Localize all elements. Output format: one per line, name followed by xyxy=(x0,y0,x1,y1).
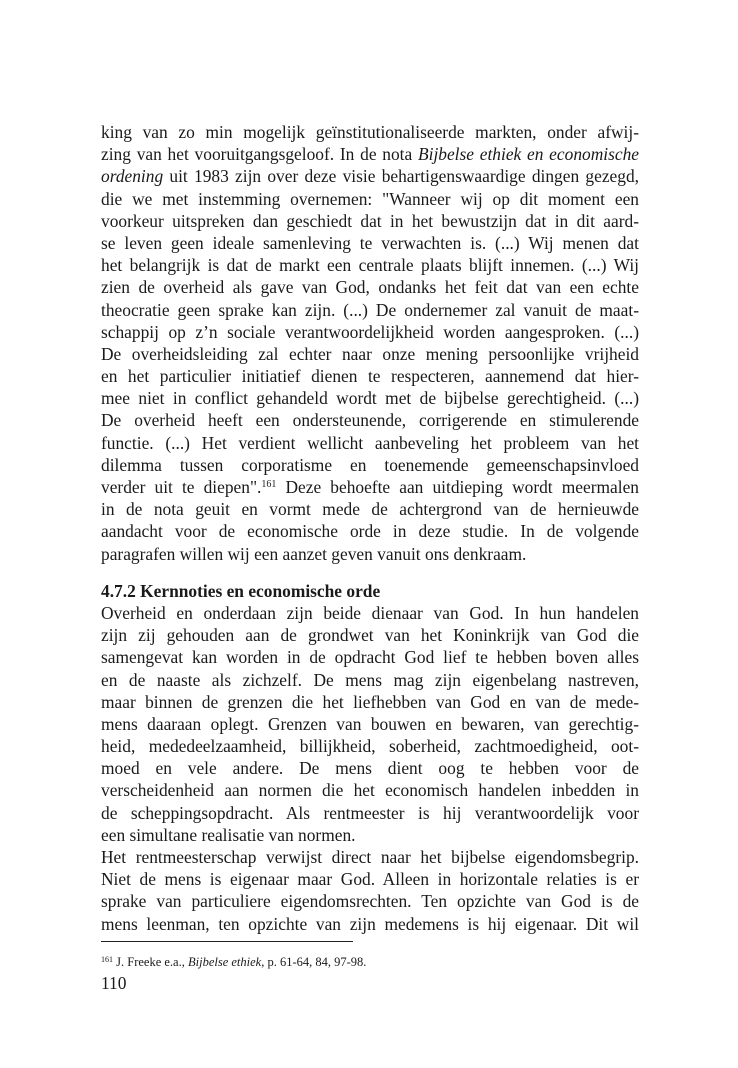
text-line: maar binnen de grenzen die het liefhebben van God en van de mede- xyxy=(101,691,639,712)
text-line: theocratie geen sprake kan zijn. (...) De ondernemer zal vanuit de maat- xyxy=(101,299,639,320)
text-line: die we met instemming overnemen: "Wanneer wij op dit moment een xyxy=(101,188,639,209)
text-line: Overheid en onderdaan zijn beide dienaar van God. In hun handelen xyxy=(101,602,639,623)
text-line: mee niet in conflict gehandeld wordt met de bijbelse gerechtigheid. (...) xyxy=(101,388,639,409)
text-line: dilemma tussen corporatisme en toenemende gemeenschapsinvloed xyxy=(101,454,639,475)
footnote-title: Bijbelse ethiek xyxy=(187,955,262,969)
paragraph-2 xyxy=(101,602,639,846)
text-line: zien de overheid als gave van God, ondanks het feit dat van een echte xyxy=(101,277,639,298)
text-line: voorkeur uitspreken dan geschiedt dat in het bewustzijn dat in dit aard- xyxy=(101,210,639,231)
text-line: mens leenman, ten opzichte van zijn medemens is hij eigenaar. Dit wil xyxy=(101,913,639,934)
section-heading: 4.7.2 Kernnoties en economische orde xyxy=(101,580,381,601)
text-line: en de naaste als zichzelf. De mens mag zijn eigenbelang nastreven, xyxy=(101,669,639,690)
footnote-pages: , p. 61-64, 84, 97-98. xyxy=(261,955,367,969)
text-line: functie. (...) Het verdient wellicht aanbeveling het probleem van het xyxy=(101,432,639,453)
text-line: schappij op z’n sociale verantwoordelijkheid worden aangesproken. (...) xyxy=(101,321,639,342)
paragraph-3 xyxy=(101,846,639,935)
text-line: verder uit te diepen".$^{161}$ Deze behoefte aan uitdieping wordt meermalen xyxy=(101,477,639,497)
text-line: De overheid heeft een ondersteunende, corrigerende en stimulerende xyxy=(101,410,639,431)
text-line: king van zo min mogelijk geïnstitutionaliseerde markten, onder afwij- xyxy=(101,122,639,142)
page-number: 110 xyxy=(101,973,127,993)
text-line: verscheidenheid aan normen die het economisch handelen inbedden in xyxy=(101,780,639,801)
text-line: Het rentmeesterschap verwijst direct naar het bijbelse eigendomsbegrip. xyxy=(101,847,639,867)
text-line: de scheppingsopdracht. Als rentmeester is hij verantwoordelijk voor xyxy=(101,802,639,823)
text-line: sprake van particuliere eigendomsrechten. Ten opzichte van God is de xyxy=(101,891,639,912)
text-line: in de nota geuit en vormt mede de achtergrond van de hernieuwde xyxy=(101,499,639,520)
footnote-reference: 161 xyxy=(261,479,277,490)
footnote-rule xyxy=(101,941,353,942)
paragraph-1 xyxy=(101,121,639,565)
text-line: aandacht voor de economische orde in deze studie. In de volgende xyxy=(101,521,639,542)
footnote-number: 161 xyxy=(101,955,113,964)
footnote-author: J. Freeke e.a., xyxy=(113,955,188,969)
text-line: samengevat kan worden in de opdracht God lief te hebben boven alles xyxy=(101,647,639,668)
text-line: moed en vele andere. De mens dient oog te hebben voor de xyxy=(101,758,639,779)
text-line: ordening uit 1983 zijn over deze visie behartigenswaardige dingen gezegd, xyxy=(101,166,639,187)
text-line: zijn zij gehouden aan de grondwet van het Koninkrijk van God die xyxy=(101,625,639,646)
text-line: het belangrijk is dat de markt een centrale plaats blijft innemen. (...) Wij xyxy=(101,255,639,276)
text-line: mens daaraan oplegt. Grenzen van bouwen en bewaren, van gerechtig- xyxy=(101,713,639,734)
text-line: zing van het vooruitgangsgeloof. In de nota Bijbelse ethiek en economische xyxy=(101,144,639,165)
footnote xyxy=(101,954,366,970)
italic-title: Bijbelse ethiek en economische xyxy=(417,144,639,165)
text-line: paragrafen willen wij een aanzet geven vanuit ons denkraam. xyxy=(101,543,527,564)
text-line: De overheidsleiding zal echter naar onze mening persoonlijke vrijheid xyxy=(101,343,639,364)
section-heading-block xyxy=(101,580,639,602)
text-line: Niet de mens is eigenaar maar God. Alleen in horizontale relaties is er xyxy=(101,869,639,890)
text-line: en het particulier initiatief dienen te respecteren, aannemend dat hier- xyxy=(101,366,639,387)
text-body xyxy=(101,121,639,935)
text-line: se leven geen ideale samenleving te verwachten is. (...) Wij menen dat xyxy=(101,232,639,253)
text-line: heid, mededeelzaamheid, billijkheid, soberheid, zachtmoedigheid, oot- xyxy=(101,736,639,757)
italic-title: ordening xyxy=(101,166,164,187)
text-line: een simultane realisatie van normen. xyxy=(101,824,356,845)
